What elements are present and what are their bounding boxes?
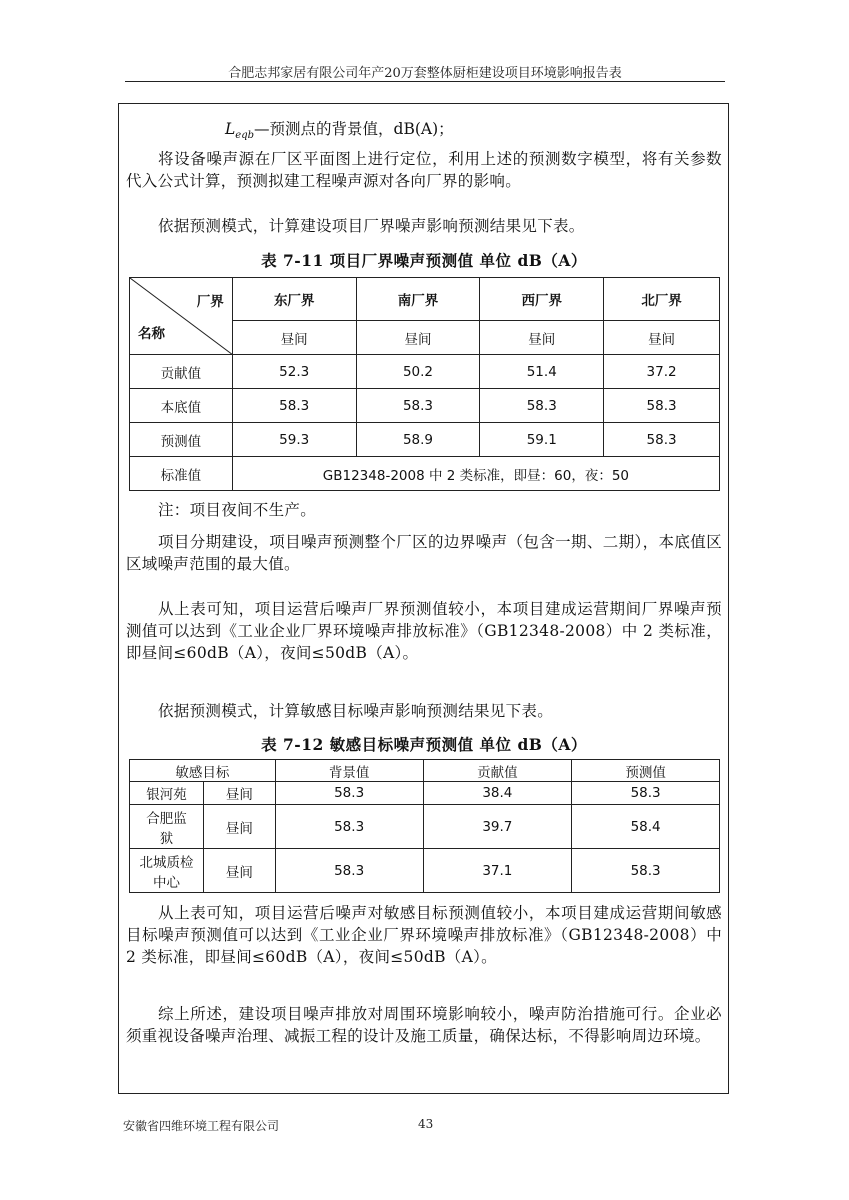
target-period: 昼间 <box>203 805 275 849</box>
table1-period: 昼间 <box>356 321 480 355</box>
table-row <box>130 805 720 849</box>
table-cell: 59.3 <box>232 423 356 457</box>
paragraph-7: 综上所述，建设项目噪声排放对周围环境影响较小，噪声防治措施可行。企业必须重视设备噪声治理、减振工程的设计及施工质量，确保达标，不得影响周边环境。 <box>126 1005 722 1045</box>
table-cell: 39.7 <box>423 805 572 849</box>
paragraph-3: 项目分期建设，项目噪声预测整个厂区的边界噪声（包含一期、二期），本底值区区域噪声范围的最大值。 <box>126 533 722 573</box>
table2-header: 背景值 <box>275 760 423 782</box>
standard-text: GB12348-2008 中 2 类标准，即昼：60，夜：50 <box>232 457 719 491</box>
table-cell: 58.3 <box>572 782 720 805</box>
table1-col-header: 西厂界 <box>480 278 604 321</box>
paragraph-4: 从上表可知，项目运营后噪声厂界预测值较小，本项目建成运营期间厂界噪声预测值可以达到《工业企业厂界环境噪声排放标准》（GB12348-2008）中 2 类标准，即昼间≤60dB（A），夜间≤50dB（A）。 <box>126 600 722 662</box>
table-cell: 58.3 <box>604 423 720 457</box>
table-cell: 58.3 <box>232 389 356 423</box>
table-row <box>130 457 720 491</box>
table2-header: 预测值 <box>572 760 720 782</box>
paragraph-1: 将设备噪声源在厂区平面图上进行定位，利用上述的预测数字模型，将有关参数代入公式计算，预测拟建工程噪声源对各向厂界的影响。 <box>126 150 722 190</box>
table1-caption: 表 7-11 项目厂界噪声预测值 单位 dB（A） <box>261 251 587 270</box>
table1-col-header: 东厂界 <box>232 278 356 321</box>
target-period: 昼间 <box>203 782 275 805</box>
row-label: 贡献值 <box>130 355 233 389</box>
paragraph-6: 从上表可知，项目运营后噪声对敏感目标预测值较小，本项目建成运营期间敏感目标噪声预测值可以达到《工业企业厂界环境噪声排放标准》（GB12348-2008）中 2 类标准，即昼间≤60dB（A），夜间≤50dB（A）。 <box>126 904 722 966</box>
leq-definition <box>225 117 454 141</box>
row-label: 标准值 <box>130 457 233 491</box>
target-name: 银河苑 <box>130 782 204 805</box>
note-text: 注：项目夜间不生产。 <box>158 501 317 519</box>
table-row <box>130 782 720 805</box>
table-cell: 50.2 <box>356 355 480 389</box>
table1-period: 昼间 <box>480 321 604 355</box>
corner-bottom-label: 名称 <box>138 326 165 342</box>
table1-col-header: 南厂界 <box>356 278 480 321</box>
table-cell: 58.3 <box>572 849 720 893</box>
page-number: 43 <box>418 1117 434 1131</box>
table2-header: 贡献值 <box>423 760 572 782</box>
table-cell: 58.3 <box>275 805 423 849</box>
table-row <box>130 355 720 389</box>
table1-period: 昼间 <box>232 321 356 355</box>
paragraph-5: 依据预测模式，计算敏感目标噪声影响预测结果见下表。 <box>158 702 554 720</box>
table-cell: 58.9 <box>356 423 480 457</box>
table-cell: 51.4 <box>480 355 604 389</box>
paragraph-2: 依据预测模式，计算建设项目厂界噪声影响预测结果见下表。 <box>158 217 585 235</box>
leq-symbol: L <box>225 120 236 138</box>
table1-period: 昼间 <box>604 321 720 355</box>
table1-corner <box>130 278 233 355</box>
table-row <box>130 849 720 893</box>
table-cell: 58.3 <box>275 782 423 805</box>
header-rule <box>125 81 725 82</box>
table2-caption: 表 7-12 敏感目标噪声预测值 单位 dB（A） <box>261 735 587 754</box>
row-label: 本底值 <box>130 389 233 423</box>
row-label: 预测值 <box>130 423 233 457</box>
footer-company: 安徽省四维环境工程有限公司 <box>123 1119 280 1133</box>
target-name: 北城质检中心 <box>130 849 204 893</box>
corner-top-label: 厂界 <box>196 294 224 310</box>
table1-col-header: 北厂界 <box>604 278 720 321</box>
target-name: 合肥监狱 <box>130 805 204 849</box>
table-cell: 38.4 <box>423 782 572 805</box>
table-cell: 37.1 <box>423 849 572 893</box>
leq-text: —预测点的背景值，dB(A)； <box>254 120 454 138</box>
table-boundary-noise <box>129 277 720 491</box>
table-cell: 52.3 <box>232 355 356 389</box>
page-header-title: 合肥志邦家居有限公司年产20万套整体厨柜建设项目环境影响报告表 <box>228 66 622 81</box>
table-row <box>130 389 720 423</box>
table-cell: 58.3 <box>356 389 480 423</box>
table-cell: 58.3 <box>604 389 720 423</box>
table-cell: 58.4 <box>572 805 720 849</box>
table-cell: 58.3 <box>275 849 423 893</box>
table-cell: 59.1 <box>480 423 604 457</box>
table-cell: 37.2 <box>604 355 720 389</box>
leq-subscript: eqb <box>235 130 255 142</box>
table-cell: 58.3 <box>480 389 604 423</box>
target-period: 昼间 <box>203 849 275 893</box>
table2-header: 敏感目标 <box>130 760 276 782</box>
table-sensitive-targets <box>129 759 720 893</box>
table-row <box>130 423 720 457</box>
